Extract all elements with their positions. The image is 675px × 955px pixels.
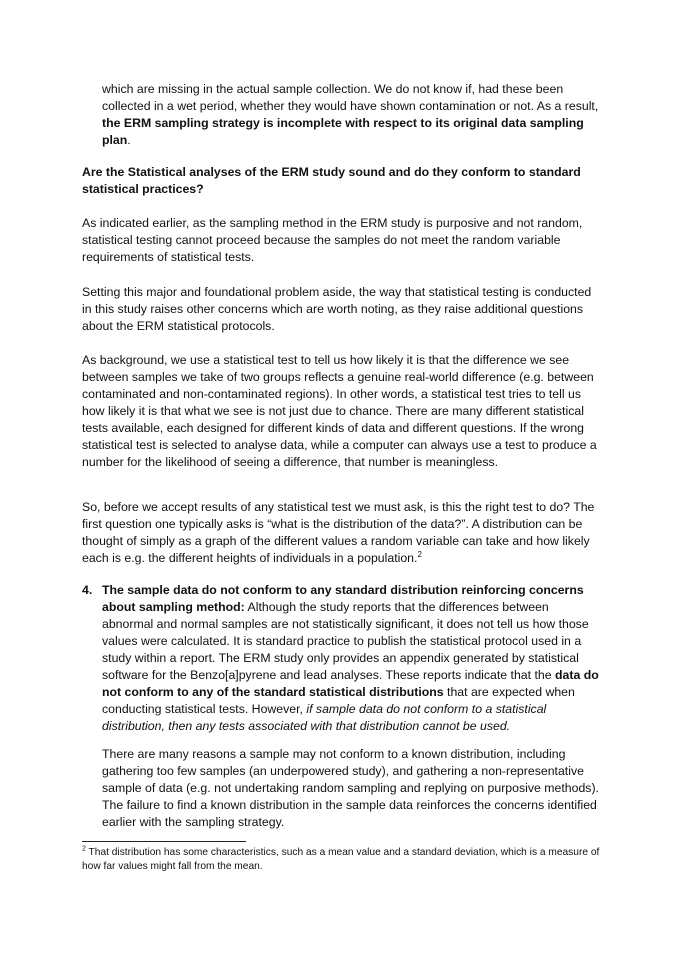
- footnote-separator: [82, 841, 246, 842]
- text-run: So, before we accept results of any statistical test we must ask, is this the right test to do? The first question one typically asks is “what is the distribution of the data?”. A distribution can be thought of simply as a graph of the different values a random variable can take and how likely each is e.g. the different heights of individuals in a population.: [82, 500, 595, 565]
- footnote-reference: 2: [417, 549, 422, 559]
- paragraph-background: As background, we use a statistical test to tell us how likely it is that the difference we see between samples we take of two groups reflects a genuine real-world difference (e.g. between contaminated and non-contaminated regions). In other words, a statistical test tries to tell us how likely it is that what we see is not just due to chance. There are many different statistical tests available, each designed for different kinds of data and different questions. If the wrong statistical test is selected to analyse data, while a computer can always use a test to produce a number for the likelihood of seeing a difference, that number is meaningless.: [82, 353, 597, 469]
- paragraph-sampling-method: As indicated earlier, as the sampling method in the ERM study is purposive and not random, statistical testing cannot proceed because the samples do not meet the random variable requirements of statistical tests.: [82, 216, 583, 264]
- bold-phrase: the ERM sampling strategy is incomplete with respect to its original data sampling plan: [102, 116, 584, 147]
- list-item-number: 4.: [82, 583, 93, 597]
- list-item-4-paragraph-2: There are many reasons a sample may not conform to a known distribution, including gathering too few samples (an underpowered study), and gathering a non-representative sample of data (e.g. not undertaking random sampling and replying on purposive methods). The failure to find a known distribution in the sample data reinforces the concerns identified earlier with the sampling strategy.: [102, 747, 599, 829]
- paragraph-foundational-problem: Setting this major and foundational problem aside, the way that statistical testing is conducted in this study raises other concerns which are worth noting, as they raise additional questions about the ERM statistical protocols.: [82, 285, 592, 333]
- section-heading: Are the Statistical analyses of the ERM study sound and do they conform to standard statistical practices?: [82, 165, 581, 196]
- footnote-mark: 2: [82, 845, 86, 853]
- footnote-text: That distribution has some characteristics, such as a mean value and a standard deviation, which is a measure of how far values might fall from the mean.: [82, 847, 600, 872]
- paragraph-sampling-result: [102, 81, 600, 149]
- list-item-4-paragraph: [102, 582, 600, 735]
- footnote: [82, 846, 602, 874]
- paragraph-distribution-question: [82, 499, 602, 567]
- text-run: .: [127, 133, 131, 147]
- text-run: that are expected when conducting statistical tests. However,: [102, 685, 575, 716]
- text-run: Although the study reports that the differences between abnormal and normal samples are not statistically significant, it does not tell us how those values were calculated. It is standard practice to publish the statistical protocol used in a study within a report. The ERM study only provides an appendix generated by statistical software for the Benzo[a]pyrene and lead analyses. These reports indicate that the: [102, 600, 589, 682]
- italic-phrase: if sample data do not conform to a statistical distribution, then any tests associated with that distribution cannot be used.: [102, 702, 547, 733]
- text-run: which are missing in the actual sample collection. We do not know if, had these been collected in a wet period, whether they would have shown contamination or not. As a result,: [102, 82, 599, 113]
- list-item-lead: The sample data do not conform to any standard distribution reinforcing concerns about sampling method:: [102, 583, 584, 614]
- bold-phrase: data do not conform to any of the standard statistical distributions: [102, 668, 599, 699]
